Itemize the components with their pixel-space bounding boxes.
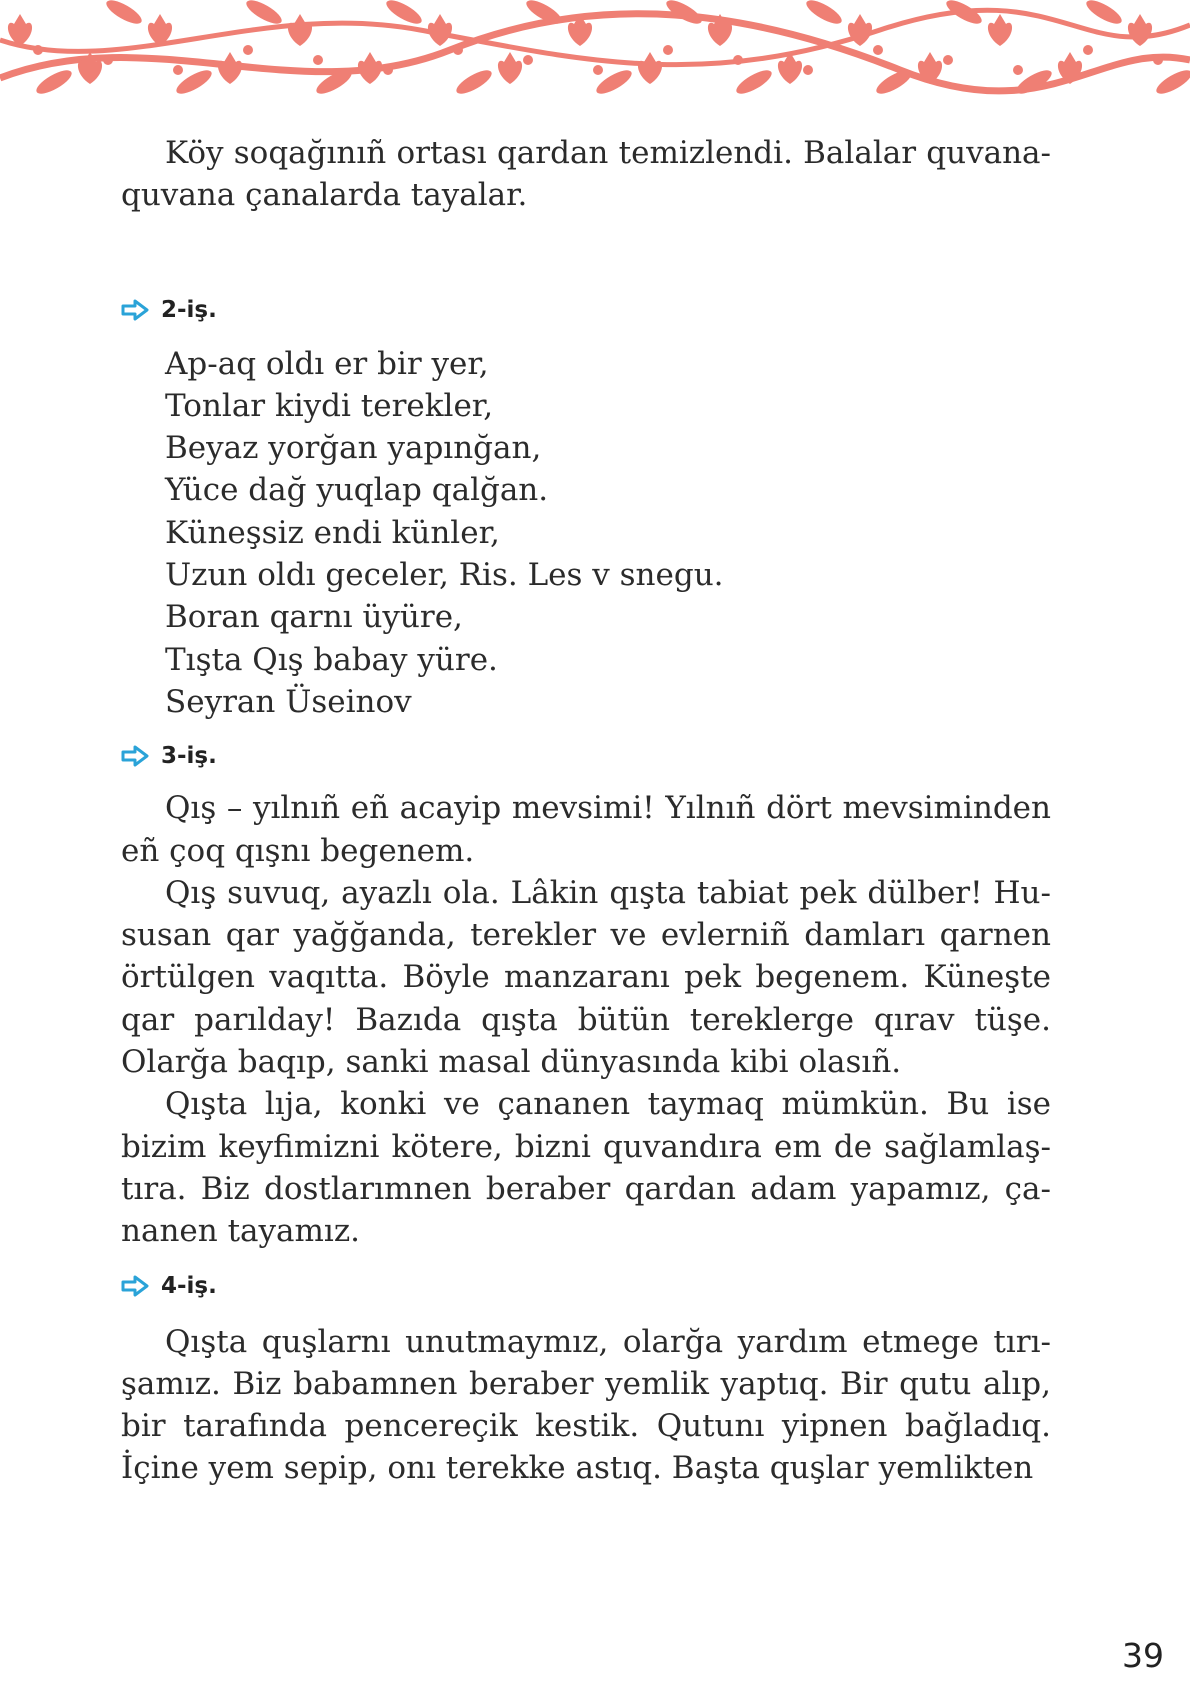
exercise-4-label: 4-iş. [161, 1272, 217, 1299]
bud-ornament [663, 45, 673, 55]
bud-ornament [313, 55, 323, 65]
exercise-3-paragraph-1: Qış – yılnıñ eñ acayip mevsimi! Yılnıñ dört mevsiminden eñ çoq qışnı begenem. [121, 790, 1051, 869]
leaf-ornament [103, 0, 145, 28]
exercise-2-label: 2-iş. [161, 296, 217, 323]
bud-ornament [33, 45, 43, 55]
leaf-ornament [33, 66, 75, 98]
bud-ornament [593, 65, 603, 75]
exercise-3-heading [121, 735, 1051, 777]
bud-ornament [173, 65, 183, 75]
exercise-4-paragraph: Qışta quşlarnı unutmaymız, olarğa yardım etmege tırışamız. Biz babamnen beraber yemlik yaptıq. Bir qutu alıp, bir tarafında pencereçik kestik. Qutunı yipnen bağladıq. İçine yem sepip, onı terekke astıq. Başta quşlar yemlikten [121, 1323, 1051, 1487]
poem-line: Boran qarnı üyüre, [165, 599, 463, 636]
tulip-ornament [498, 52, 522, 84]
bud-ornament [523, 55, 533, 65]
bud-ornament [453, 45, 463, 55]
bud-ornament [943, 55, 953, 65]
bud-ornament [733, 55, 743, 65]
poem-line: Seyran Üseinov [165, 683, 412, 720]
leaf-ornament [1083, 0, 1125, 28]
poem [165, 343, 1051, 724]
intro-paragraph: Köy soqağınıñ ortası qardan temizlendi. Balalar quvana-quvana çanalarda tayalar. [121, 135, 1051, 214]
bud-ornament [243, 45, 253, 55]
exercise-3-paragraph-2: Qış suvuq, ayazlı ola. Lâkin qışta tabiat pek dülber! Hususan qar yağğanda, terekler ve evlerniñ damları qarnen örtülgen vaqıtta. Böyle manzaranı pek begenem. Küneşte qar parılday! Bazıda qışta bütün tereklerge qırav tüşe. Olarğa baqıp, sanki masal dünyasında kibi olasıñ. [121, 874, 1051, 1081]
bud-ornament [1083, 45, 1093, 55]
tulip-ornament [638, 52, 662, 84]
poem-line: Küneşsiz endi künler, [165, 514, 500, 551]
leaf-ornament [1153, 66, 1190, 98]
poem-line: Tonlar kiydi terekler, [165, 387, 494, 424]
arrow-right-icon [121, 745, 149, 767]
bud-ornament [1013, 65, 1023, 75]
tulip-ornament [358, 52, 382, 84]
bud-ornament [103, 55, 113, 65]
page-content [121, 132, 1051, 1490]
tulip-ornament [988, 14, 1012, 46]
poem-line: Beyaz yorğan yapınğan, [165, 430, 542, 467]
leaf-ornament [803, 0, 845, 28]
exercise-4-heading [121, 1265, 1051, 1307]
arrow-right-icon [121, 299, 149, 321]
exercise-2-heading [121, 289, 1051, 331]
leaf-ornament [243, 0, 285, 28]
bud-ornament [383, 65, 393, 75]
leaf-ornament [733, 66, 775, 98]
tulip-ornament [218, 52, 242, 84]
page-number: 39 [1122, 1636, 1164, 1675]
tulip-ornament [288, 14, 312, 46]
poem-line: Uzun oldı geceler, Ris. Les v snegu. [165, 557, 724, 594]
exercise-3-label: 3-iş. [161, 743, 217, 770]
floral-border-ornament [0, 0, 1190, 108]
tulip-ornament [428, 14, 452, 46]
tulip-ornament [1128, 14, 1152, 46]
bud-ornament [1153, 55, 1163, 65]
bud-ornament [873, 45, 883, 55]
poem-line: Ap-aq oldı er bir yer, [165, 345, 489, 382]
poem-line: Tışta Qış babay yüre. [165, 641, 498, 678]
exercise-3-paragraph-3: Qışta lıja, konki ve çananen taymaq mümkün. Bu ise bizim keyfimizni kötere, bizni quvandıra em de sağlamlaştıra. Biz dostlarımnen beraber qardan adam yapamız, çananen tayamız. [121, 1086, 1051, 1250]
leaf-ornament [453, 66, 495, 98]
arrow-right-icon [121, 1275, 149, 1297]
bud-ornament [803, 65, 813, 75]
poem-line: Yüce dağ yuqlap qalğan. [165, 472, 549, 509]
